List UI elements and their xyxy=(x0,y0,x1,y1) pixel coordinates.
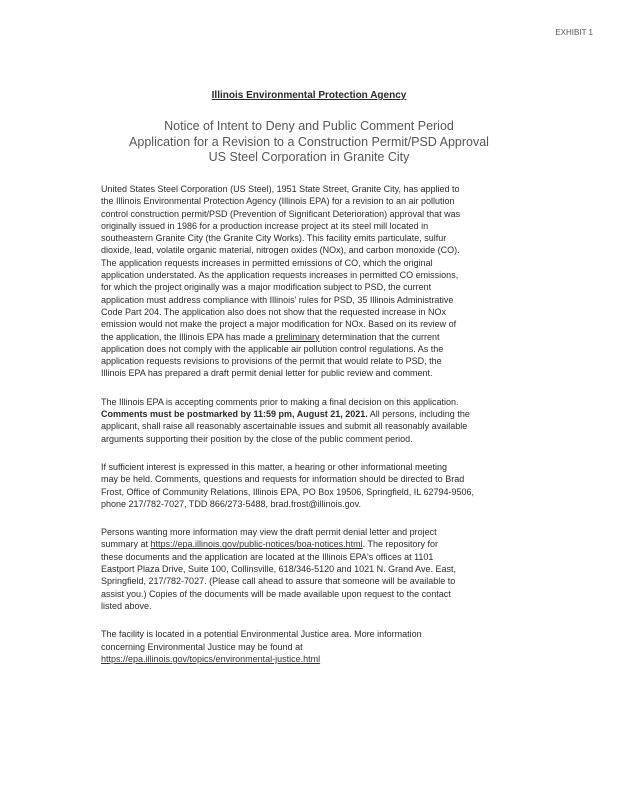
text-line: these documents and the application are located at the Illinois EPA's offices at 1101 xyxy=(101,551,434,562)
text-line: arguments supporting their position by the close of the public comment period. xyxy=(101,433,413,444)
text-line: If sufficient interest is expressed in this matter, a hearing or other informational meeting xyxy=(101,461,448,472)
text-line-url xyxy=(101,538,511,550)
text-line: Eastport Plaza Drive, Suite 100, Collinsville, 618/346-5120 and 1021 N. Grand Ave. East, xyxy=(101,564,457,575)
text-line-preliminary xyxy=(101,331,511,343)
text-line: application understated. As the application requests increases in permitted CO emissions, xyxy=(101,270,459,281)
title-line-2: Application for a Revision to a Construction Permit/PSD Approval xyxy=(129,134,489,149)
text-line: for which the project originally was a major modification subject to PSD, the current xyxy=(101,282,432,293)
notice-body xyxy=(101,183,511,681)
agency-heading: Illinois Environmental Protection Agency xyxy=(211,90,407,101)
environmental-justice-link[interactable]: https://epa.illinois.gov/topics/environmental-justice.html xyxy=(101,653,321,664)
paragraph-hearing xyxy=(101,461,511,510)
text-line: listed above. xyxy=(101,600,152,611)
text-line: Illinois EPA has prepared a draft permit denial letter for public review and comment. xyxy=(101,368,433,379)
text-line: Persons wanting more information may view the draft permit denial letter and project xyxy=(101,527,437,538)
notice-title xyxy=(0,119,618,166)
text-line: Springfield, 217/782-7027. (Please call ahead to assure that someone will be available to xyxy=(101,576,456,587)
title-line-1: Notice of Intent to Deny and Public Comment Period xyxy=(164,119,454,133)
text-line: applicant, shall raise all reasonably ascertainable issues and submit all reasonably available xyxy=(101,421,468,432)
exhibit-label: EXHIBIT 1 xyxy=(555,28,593,37)
text-line: phone 217/782-7027, TDD 866/273-5488, brad.frost@illinois.gov. xyxy=(101,498,361,509)
text-line: The facility is located in a potential Environmental Justice area. More information xyxy=(101,629,422,640)
comment-deadline: Comments must be postmarked by 11:59 pm, August 21, 2021. xyxy=(101,409,368,420)
paragraph-application xyxy=(101,183,511,380)
text-segment: the application, the Illinois EPA has made a xyxy=(101,331,276,342)
text-line: southeastern Granite City (the Granite City Works). This facility emits particulate, sulfur xyxy=(101,233,447,244)
text-line: Frost, Office of Community Relations, Illinois EPA, PO Box 19506, Springfield, IL 62794-9506, xyxy=(101,486,475,497)
text-line: application does not comply with the applicable air pollution control regulations. As the xyxy=(101,343,444,354)
text-line: The application requests increases in permitted emissions of CO, which the original xyxy=(101,257,433,268)
title-line-3: US Steel Corporation in Granite City xyxy=(208,150,410,164)
text-line: dioxide, lead, volatile organic material, nitrogen oxides (NOx), and carbon monoxide (CO). xyxy=(101,245,460,256)
paragraph-comments xyxy=(101,396,511,445)
text-line: originally issued in 1986 for a production increase project at its steel mill located in xyxy=(101,220,429,231)
text-line: may be held. Comments, questions and requests for information should be directed to Brad xyxy=(101,474,465,485)
paragraph-more-info xyxy=(101,526,511,612)
text-segment: summary at xyxy=(101,539,151,550)
text-line: control construction permit/PSD (Prevention of Significant Deterioration) approval that was xyxy=(101,208,461,219)
text-line: emission would not make the project a major modification for NOx. Based on its review of xyxy=(101,319,457,330)
text-line: application requests revisions to provisions of the permit that would relate to PSD, the xyxy=(101,356,442,367)
text-line: United States Steel Corporation (US Steel), 1951 State Street, Granite City, has applied to xyxy=(101,184,460,194)
text-segment: All persons, including the xyxy=(367,409,470,420)
preliminary-emphasis: preliminary xyxy=(275,331,320,342)
text-line: Code Part 204. The application also does not show that the requested increase in NOx xyxy=(101,306,447,317)
text-line-deadline xyxy=(101,408,511,420)
text-line: concerning Environmental Justice may be found at xyxy=(101,641,303,652)
text-line: application must address compliance with Illinois' rules for PSD, 35 Illinois Administrative xyxy=(101,294,454,305)
public-notices-link[interactable]: https://epa.illinois.gov/public-notices/boa-notices.html xyxy=(150,539,363,550)
paragraph-environmental-justice xyxy=(101,628,511,665)
text-line: the Illinois Environmental Protection Agency (Illinois EPA) for a revision to an air pollution xyxy=(101,196,455,207)
text-segment: . The repository for xyxy=(362,539,439,550)
text-line: assist you.) Copies of the documents will be made available upon request to the contact xyxy=(101,588,451,599)
text-segment: determination that the current xyxy=(319,331,440,342)
text-line: The Illinois EPA is accepting comments prior to making a final decision on this application. xyxy=(101,396,459,407)
